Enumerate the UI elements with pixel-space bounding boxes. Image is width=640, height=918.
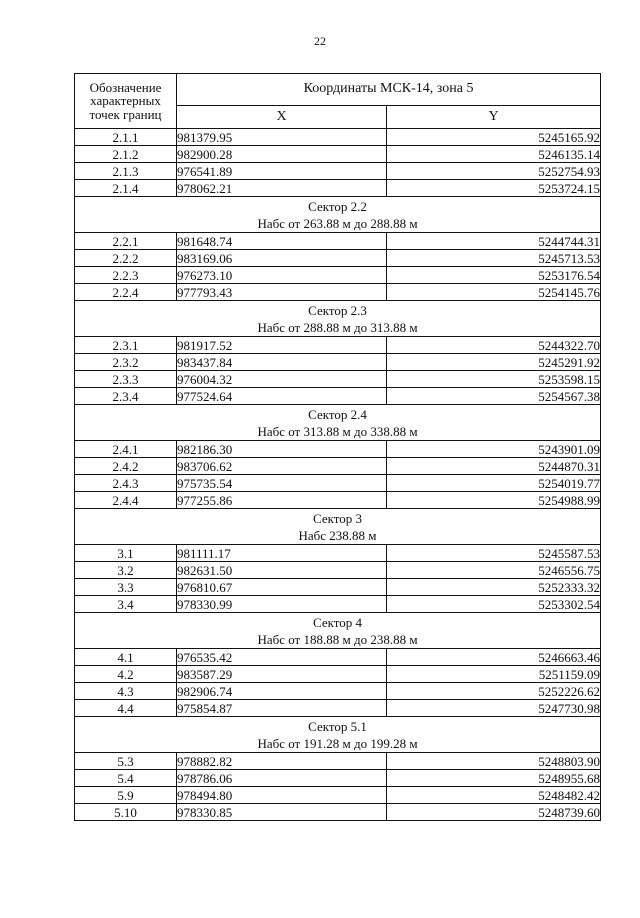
sector-elevation: Набс от 188.88 м до 238.88 м [257,631,418,647]
x-coordinate-cell: 982631.50 [177,562,387,579]
x-coordinate-cell: 977255.86 [177,492,387,509]
y-coordinate-cell: 5245587.53 [387,545,601,562]
point-id-cell: 5.3 [75,753,177,770]
table-row [75,163,601,180]
x-coordinate-cell: 982906.74 [177,683,387,700]
sector-header [75,301,601,337]
y-coordinate-cell: 5254988.99 [387,492,601,509]
sector-header [75,717,601,753]
sector-header-row [75,197,601,233]
y-coordinate-cell: 5253302.54 [387,596,601,613]
sector-header [75,509,601,545]
table-row [75,458,601,475]
table-row [75,753,601,770]
point-id-cell: 4.3 [75,683,177,700]
table-row [75,683,601,700]
point-id-cell: 3.3 [75,579,177,596]
table-row [75,267,601,284]
x-coordinate-cell: 981379.95 [177,129,387,146]
table-row [75,284,601,301]
sector-elevation: Набс от 263.88 м до 288.88 м [257,215,418,231]
x-coordinate-cell: 978062.21 [177,180,387,197]
sector-header [75,197,601,233]
coordinates-group-header: Координаты МСК-14, зона 5 [177,74,601,106]
table-row [75,441,601,458]
x-coordinate-cell: 978330.85 [177,804,387,821]
sector-header-row [75,405,601,441]
point-id-cell: 2.4.2 [75,458,177,475]
table-body [75,129,601,821]
x-coordinate-cell: 981648.74 [177,233,387,250]
point-column-header: Обозначение характерных точек границ [75,74,177,129]
point-id-cell: 3.4 [75,596,177,613]
x-coordinate-cell: 978494.80 [177,787,387,804]
x-coordinate-cell: 976535.42 [177,649,387,666]
table-row [75,233,601,250]
point-id-cell: 4.1 [75,649,177,666]
sector-title: Сектор 3 [313,510,363,526]
table-row [75,700,601,717]
table-row [75,649,601,666]
x-coordinate-cell: 978786.06 [177,770,387,787]
point-id-cell: 4.2 [75,666,177,683]
coordinates-table [74,73,601,821]
point-id-cell: 4.4 [75,700,177,717]
y-coordinate-cell: 5252754.93 [387,163,601,180]
y-coordinate-cell: 5253176.54 [387,267,601,284]
point-id-cell: 2.3.4 [75,388,177,405]
table-row [75,596,601,613]
sector-elevation: Набс от 191.28 м до 199.28 м [257,735,418,751]
table-row [75,666,601,683]
y-coordinate-cell: 5252333.32 [387,579,601,596]
y-coordinate-cell: 5244322.70 [387,337,601,354]
table-row [75,545,601,562]
point-id-cell: 2.3.3 [75,371,177,388]
y-coordinate-cell: 5248739.60 [387,804,601,821]
table-row [75,146,601,163]
sector-header-row [75,509,601,545]
x-coordinate-cell: 978330.99 [177,596,387,613]
x-coordinate-cell: 978882.82 [177,753,387,770]
x-coordinate-cell: 983706.62 [177,458,387,475]
x-coordinate-cell: 982186.30 [177,441,387,458]
sector-elevation: Набс от 313.88 м до 338.88 м [257,423,418,439]
y-coordinate-cell: 5245713.53 [387,250,601,267]
point-id-cell: 3.2 [75,562,177,579]
y-coordinate-cell: 5245291.92 [387,354,601,371]
table-row [75,180,601,197]
x-coordinate-cell: 977793.43 [177,284,387,301]
page-number: 22 [314,34,326,48]
table-row [75,787,601,804]
x-coordinate-cell: 975735.54 [177,475,387,492]
sector-header [75,405,601,441]
x-coordinate-cell: 983437.84 [177,354,387,371]
y-coordinate-cell: 5253724.15 [387,180,601,197]
sector-title: Сектор 4 [313,614,363,630]
table-row [75,492,601,509]
table-row [75,804,601,821]
y-column-header: Y [387,105,601,128]
y-coordinate-cell: 5243901.09 [387,441,601,458]
point-id-cell: 5.10 [75,804,177,821]
sector-header-row [75,717,601,753]
table-row [75,250,601,267]
point-id-cell: 2.2.4 [75,284,177,301]
point-id-cell: 2.1.1 [75,129,177,146]
point-id-cell: 2.4.4 [75,492,177,509]
x-coordinate-cell: 982900.28 [177,146,387,163]
point-id-cell: 2.4.3 [75,475,177,492]
sector-title: Сектор 2.4 [308,406,367,422]
table-row [75,770,601,787]
x-coordinate-cell: 976273.10 [177,267,387,284]
table-row [75,354,601,371]
y-coordinate-cell: 5251159.09 [387,666,601,683]
y-coordinate-cell: 5244744.31 [387,233,601,250]
y-coordinate-cell: 5252226.62 [387,683,601,700]
y-coordinate-cell: 5246135.14 [387,146,601,163]
x-coordinate-cell: 976541.89 [177,163,387,180]
point-id-cell: 2.4.1 [75,441,177,458]
y-coordinate-cell: 5254019.77 [387,475,601,492]
y-coordinate-cell: 5246556.75 [387,562,601,579]
y-coordinate-cell: 5253598.15 [387,371,601,388]
point-id-cell: 2.1.2 [75,146,177,163]
sector-header [75,613,601,649]
x-coordinate-cell: 976810.67 [177,579,387,596]
table-row [75,579,601,596]
x-coordinate-cell: 976004.32 [177,371,387,388]
x-coordinate-cell: 981111.17 [177,545,387,562]
point-id-cell: 2.2.1 [75,233,177,250]
x-coordinate-cell: 981917.52 [177,337,387,354]
y-coordinate-cell: 5244870.31 [387,458,601,475]
point-id-cell: 3.1 [75,545,177,562]
y-coordinate-cell: 5245165.92 [387,129,601,146]
x-coordinate-cell: 983169.06 [177,250,387,267]
point-id-cell: 2.3.2 [75,354,177,371]
sector-title: Сектор 2.3 [308,302,367,318]
table-row [75,388,601,405]
point-id-cell: 2.2.2 [75,250,177,267]
y-coordinate-cell: 5247730.98 [387,700,601,717]
sector-header-row [75,613,601,649]
x-coordinate-cell: 975854.87 [177,700,387,717]
table-row [75,562,601,579]
y-coordinate-cell: 5248482.42 [387,787,601,804]
point-id-cell: 5.4 [75,770,177,787]
table-row [75,129,601,146]
x-coordinate-cell: 983587.29 [177,666,387,683]
y-coordinate-cell: 5248955.68 [387,770,601,787]
point-id-cell: 5.9 [75,787,177,804]
sector-elevation: Набс от 288.88 м до 313.88 м [257,319,418,335]
point-id-cell: 2.2.3 [75,267,177,284]
point-id-cell: 2.1.4 [75,180,177,197]
x-coordinate-cell: 977524.64 [177,388,387,405]
x-column-header: X [177,105,387,128]
y-coordinate-cell: 5254567.38 [387,388,601,405]
sector-title: Сектор 2.2 [308,198,367,214]
y-coordinate-cell: 5246663.46 [387,649,601,666]
table-row [75,337,601,354]
sector-header-row [75,301,601,337]
sector-title: Сектор 5.1 [308,718,367,734]
point-id-cell: 2.3.1 [75,337,177,354]
table-row [75,371,601,388]
y-coordinate-cell: 5254145.76 [387,284,601,301]
point-id-cell: 2.1.3 [75,163,177,180]
table-row [75,475,601,492]
sector-elevation: Набс 238.88 м [298,527,377,543]
y-coordinate-cell: 5248803.90 [387,753,601,770]
